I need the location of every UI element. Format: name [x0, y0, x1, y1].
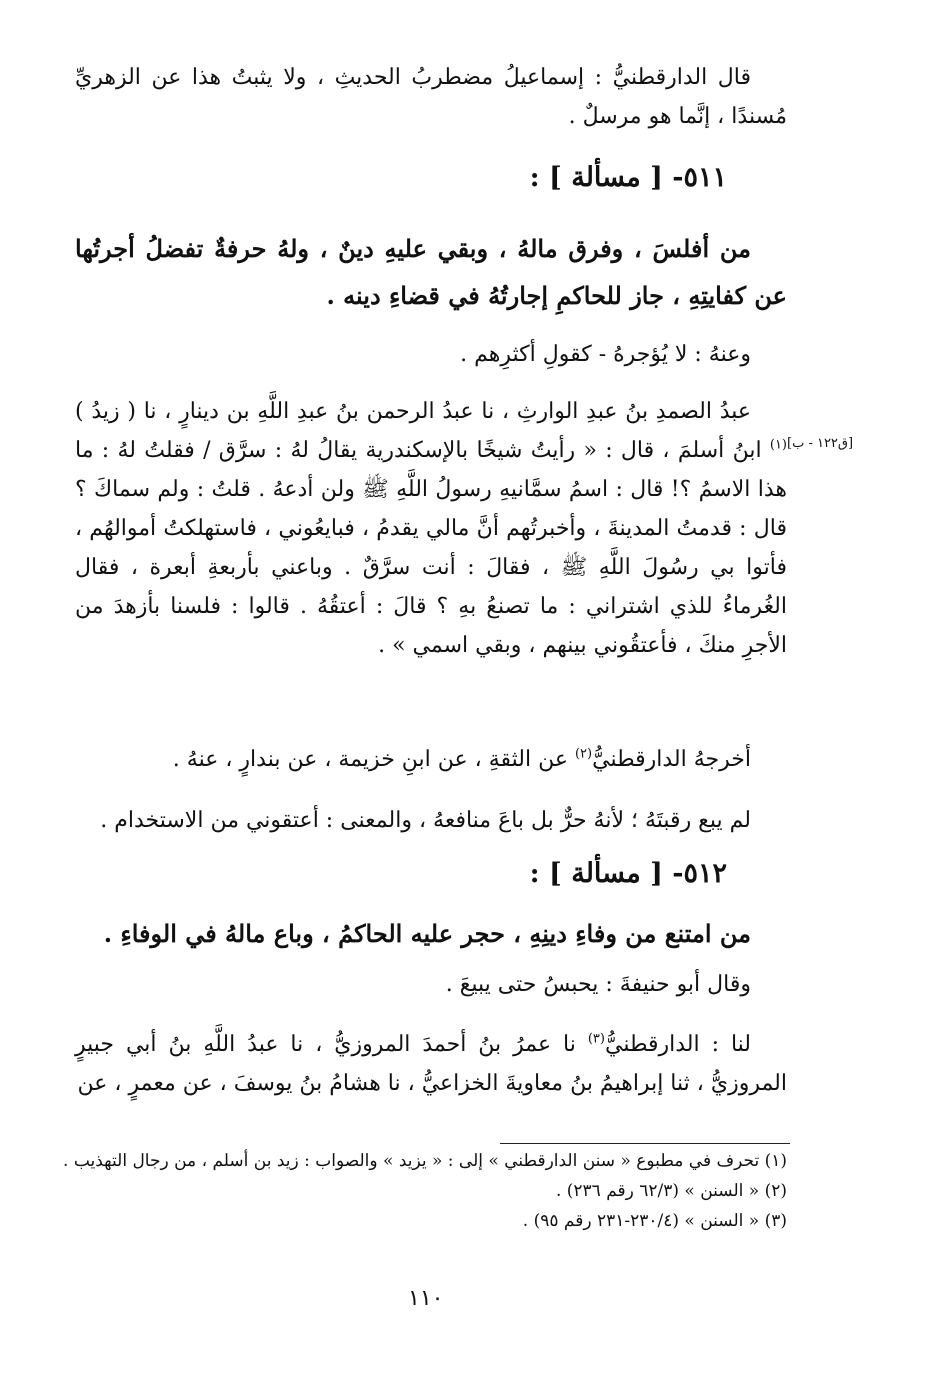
- paragraph-explanation: [75, 801, 787, 840]
- manuscript-folio-marker: [ق١٢٢ - ب]: [787, 436, 854, 451]
- paragraph-text: لنا : الدارقطنيُّ: [604, 1032, 751, 1057]
- paragraph-text: وعنهُ : لا يُؤجرهُ - كقولِ أكثرِهم .: [460, 342, 751, 367]
- footnotes: [63, 1146, 787, 1236]
- paragraph-alternative-opinion: [75, 335, 787, 374]
- paragraph-text: وقال أبو حنيفةَ : يحبسُ حتى يبيعَ .: [445, 972, 751, 997]
- ruling-512: [75, 910, 787, 957]
- paragraph-text: نا عمرُ بنُ أحمدَ المروزيُّ ، نا عبدُ اللَّهِ بنُ أبي جبيرٍ المروزيُّ ، ثنا إبراهيمُ بنُ معاويةَ الخزاعيُّ ، نا هشامُ بنُ يوسفَ ، عن معمرٍ ، عن: [75, 1032, 787, 1096]
- paragraph-text: قال الدارقطنيُّ : إسماعيلُ مضطربُ الحديثِ ، ولا يثبتُ هذا عن الزهريِّ مُسندًا ، إنَّما هو مرسلٌ .: [75, 65, 787, 129]
- paragraph-text: لم يبع رقبتَهُ ؛ لأنهُ حرٌّ بل باعَ منافعهُ ، والمعنى : أعتقوني من الاستخدام .: [100, 808, 751, 833]
- paragraph-text: عبدُ الصمدِ بنُ عبدِ الوارثِ ، نا عبدُ الرحمن بنُ عبدِ اللَّهِ بن دينارٍ ، نا: [143, 399, 752, 424]
- footnote-2: (٢) « السنن » (٦٢/٣ رقم ٢٣٦) .: [555, 1181, 787, 1201]
- ruling-text: من امتنع من وفاءِ دينِهِ ، حجر عليه الحاكمُ ، وباع مالهُ في الوفاءِ .: [103, 919, 751, 948]
- paragraph-hadith-chain: [75, 392, 787, 665]
- paragraph-text: عن الثقةِ ، عن ابنِ خزيمة ، عن بندارٍ ، عنهُ .: [172, 747, 575, 772]
- footnote-ref-1: (١): [769, 437, 787, 453]
- ruling-text: من أفلسَ ، وفرق مالهُ ، وبقي عليهِ دينٌ ، ولهُ حرفةٌ تفضلُ أجرتُها عن كفايتِهِ ، جاز للحاكمِ إجارتُهُ في قضاءِ دينه .: [75, 234, 787, 310]
- paragraph-evidence: [75, 1025, 787, 1103]
- paragraph-daraqutni-comment: [75, 58, 787, 136]
- section-heading-511: ٥١١- [ مسألة ] :: [529, 162, 727, 193]
- paragraph-text: أخرجهُ الدارقطنيُّ: [592, 747, 751, 772]
- footnote-ref-3: (٣): [587, 1031, 605, 1047]
- section-heading-512: ٥١٢- [ مسألة ] :: [529, 858, 727, 889]
- footnote-3: (٣) « السنن » (٢٣٠/٤-٢٣١ رقم ٩٥) .: [522, 1211, 787, 1231]
- footnote-ref-2: (٢): [574, 746, 593, 762]
- paragraph-text: ابنُ أسلمَ ، قال : « رأيتُ شيخًا بالإسكندرية يقالُ لهُ : سرَّق / فقلتُ لهُ : ما هذا الاسمُ ؟! قال : اسمُ سمَّانيهِ رسولُ اللَّهِ ﷺ ولن أدعهُ . قلتُ : ولم سماكَ ؟ قال : قدمتُ المدينةَ ، وأخبرتُهم أنَّ مالي يقدمُ ، فبايعُوني ، فاستهلكتُ أموالهُم ، فأتوا بي رسُولَ اللَّهِ ﷺ ، فقالَ : أنت سرَّقٌ . وباعني بأربعةِ أبعرة ، فقال الغُرماءُ للذي اشتراني : ما تصنعُ بهِ ؟ قالَ : أعتقُهُ . قالوا : فلسنا بأزهدَ من الأجرِ منكَ ، فأعتقُوني بينهم ، وبقي اسمي » .: [75, 438, 787, 658]
- footnote-divider: [500, 1143, 790, 1144]
- narrator-name: ( زيدُ ): [75, 399, 136, 424]
- footnote-1: (١) تحرف في مطبوع « سنن الدارقطني » إلى : « يزيد » والصواب : زيد بن أسلم ، من رجال التهذيب .: [63, 1151, 787, 1171]
- paragraph-takhrij: [75, 740, 787, 779]
- paragraph-abu-hanifa: [75, 965, 787, 1004]
- page-number: ١١٠: [408, 1286, 444, 1311]
- ruling-511: [75, 225, 787, 319]
